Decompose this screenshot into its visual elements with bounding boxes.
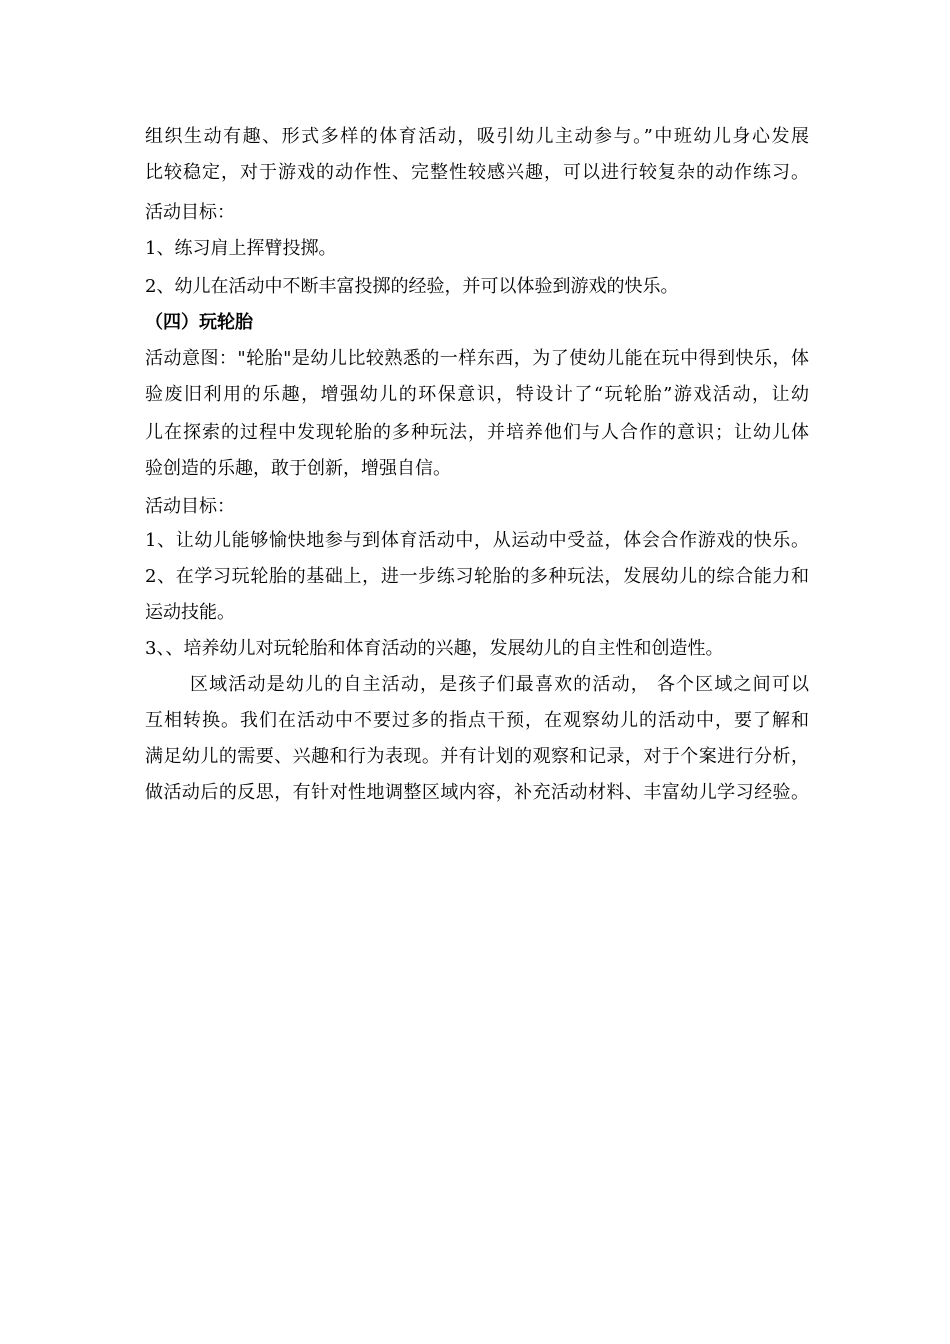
text-line: 满足幼儿的需要、兴趣和行为表现。并有计划的观察和记录，对于个案进行分析， xyxy=(145,746,809,767)
text-line: 组织生动有趣、形式多样的体育活动，吸引幼儿主动参与。”中班幼儿身心发展 xyxy=(145,126,809,147)
text-line: 验创造的乐趣，敢于创新，增强自信。 xyxy=(145,458,451,479)
list-item: 1、练习肩上挥臂投掷。 xyxy=(145,238,337,259)
text-line: 活动意图："轮胎"是幼儿比较熟悉的一样东西，为了使幼儿能在玩中得到快乐，体 xyxy=(145,348,809,369)
section-label: 活动目标： xyxy=(145,202,235,223)
list-item: 1、让幼儿能够愉快地参与到体育活动中，从运动中受益，体会合作游戏的快乐。 xyxy=(145,530,809,551)
section-label: 活动目标： xyxy=(145,496,235,517)
text-line: 做活动后的反思，有针对性地调整区域内容，补充活动材料、丰富幼儿学习经验。 xyxy=(145,782,809,803)
text-line: 比较稳定，对于游戏的动作性、完整性较感兴趣，可以进行较复杂的动作练习。 xyxy=(145,162,809,183)
text-line: 儿在探索的过程中发现轮胎的多种玩法，并培养他们与人合作的意识；让幼儿体 xyxy=(145,422,809,443)
text-line: 验废旧利用的乐趣，增强幼儿的环保意识，特设计了“玩轮胎”游戏活动，让幼 xyxy=(145,384,809,405)
list-item: 2、在学习玩轮胎的基础上，进一步练习轮胎的多种玩法，发展幼儿的综合能力和 xyxy=(145,566,809,587)
text-line: 运动技能。 xyxy=(145,602,235,623)
list-item: 3、、培养幼儿对玩轮胎和体育活动的兴趣，发展幼儿的自主性和创造性。 xyxy=(145,638,724,659)
paragraph-first-line: 区域活动是幼儿的自主活动，是孩子们最喜欢的活动， 各个区域之间可以 xyxy=(190,674,809,695)
text-line: 互相转换。我们在活动中不要过多的指点干预，在观察幼儿的活动中，要了解和 xyxy=(145,710,809,731)
section-heading: （四）玩轮胎 xyxy=(145,312,253,333)
list-item: 2、幼儿在活动中不断丰富投掷的经验，并可以体验到游戏的快乐。 xyxy=(145,276,679,297)
